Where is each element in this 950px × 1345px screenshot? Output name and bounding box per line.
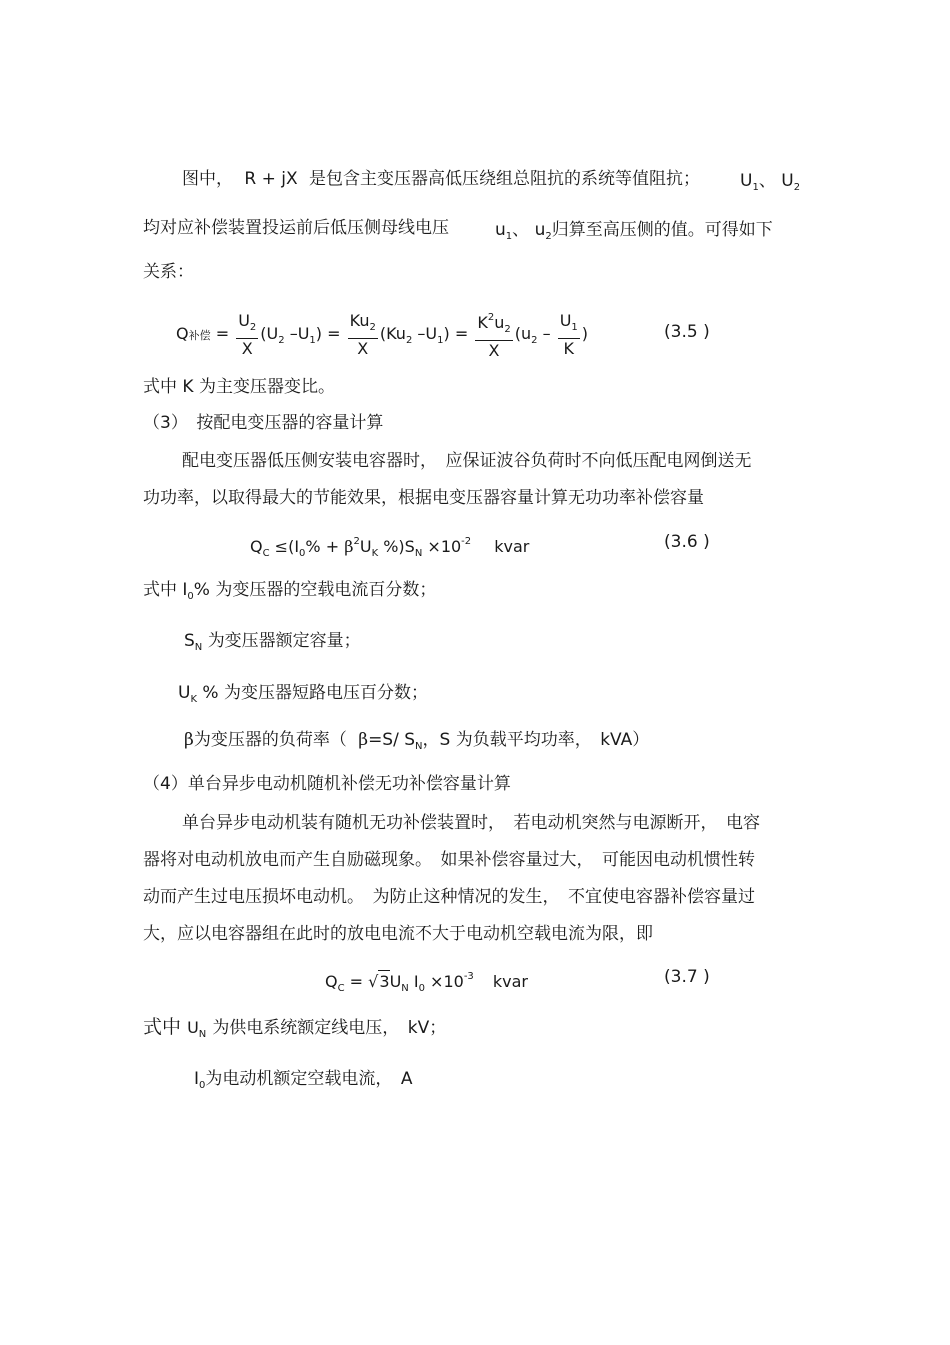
symbol: U (389, 972, 402, 991)
subscript: 1 (752, 182, 759, 193)
paren: ) (581, 324, 589, 343)
denominator: X (488, 341, 500, 360)
subscript: 1 (571, 321, 578, 333)
symbol: K (477, 313, 488, 332)
definition-beta (184, 729, 649, 758)
numerator (348, 311, 378, 339)
subscript: 2 (249, 321, 257, 333)
numerator (475, 308, 512, 341)
text: % 为变压器的空载电流百分数； (193, 580, 437, 600)
paren: (U (260, 324, 279, 343)
subscript: 0 (199, 1080, 206, 1091)
text: S (184, 631, 195, 651)
section-heading-3: （3） 按配电变压器的容量计算 (143, 413, 384, 433)
subscript: 0 (418, 983, 425, 994)
minus: – (542, 324, 551, 343)
denominator: X (357, 338, 369, 358)
symbol: U (187, 1018, 199, 1037)
fraction-ku2-x (348, 311, 378, 359)
subscript: N (401, 983, 409, 994)
paragraph-line-6: 功功率，以取得最大的节能效果，根据电变压器容量计算无功功率补偿容量 (143, 488, 704, 508)
text: 是包含主变压器高低压绕组总阻抗的系统等值阻抗； (309, 169, 701, 189)
text: %)S (383, 537, 415, 556)
section-heading-4: （4）单台异步电动机随机补偿无功补偿容量计算 (143, 774, 511, 794)
equals: = (349, 972, 364, 991)
equation-number-3-6: (3.6 ) (664, 532, 710, 552)
beta-symbol: β (184, 730, 194, 750)
subscript: K (190, 694, 198, 705)
exponent: -3 (463, 971, 474, 982)
text: 式中 (143, 1016, 182, 1038)
numerator (236, 311, 258, 339)
beta-symbol: β (358, 730, 369, 750)
definition-i0-motor (194, 1068, 413, 1097)
u-lower-label (495, 219, 773, 248)
subscript: 2 (369, 321, 376, 333)
symbol-u: U (781, 171, 794, 191)
subscript: 1 (309, 335, 316, 346)
paragraph-line-10: 大，应以电容器组在此时的放电电流不大于电动机空载电流为限，即 (143, 924, 653, 944)
symbol-q: Q (176, 324, 189, 343)
text: 归算至高压侧的值。可得如下 (551, 220, 773, 240)
text: % + (305, 537, 340, 556)
subscript: K (371, 548, 379, 559)
text: 式中 I (143, 580, 188, 600)
minus: –U (289, 324, 310, 343)
paragraph-line-3: 关系： (143, 262, 194, 282)
times-ten: ×10 (427, 537, 462, 556)
equals: = (454, 324, 469, 343)
minus: –U (417, 324, 438, 343)
fraction-u2-x (236, 311, 258, 359)
symbol: I (413, 972, 419, 991)
equation-3-6 (250, 531, 529, 565)
paren: (I (288, 537, 300, 556)
paren: (Ku (379, 324, 406, 343)
equation-3-5 (176, 308, 588, 361)
superscript: 2 (487, 312, 495, 323)
paragraph-line-2 (143, 217, 449, 239)
subscript: 2 (278, 335, 285, 346)
text: % 为变压器短路电压百分数； (202, 683, 428, 703)
text: U (178, 683, 191, 703)
subscript: 1 (505, 231, 513, 242)
subscript: N (198, 1029, 207, 1040)
text: 为变压器额定容量； (207, 631, 361, 651)
subscript: C (262, 548, 270, 559)
separator: 、 (512, 220, 530, 240)
symbol-u: u (495, 220, 506, 240)
symbol: u (494, 313, 505, 332)
text: 为供电系统额定线电压， kV； (212, 1018, 447, 1038)
text: 为变压器的负荷率（ (193, 730, 347, 750)
equals: = (327, 324, 341, 343)
text: 图中， (182, 169, 233, 189)
text: 均对应补偿装置投运前后低压侧母线电压 (143, 218, 449, 238)
unit: kvar (492, 972, 529, 991)
symbol: U (359, 537, 372, 556)
text: I (194, 1069, 200, 1089)
exponent: -2 (461, 536, 472, 547)
fraction-k2u2-x (475, 308, 512, 361)
subscript: 0 (299, 548, 306, 559)
definition-i0 (143, 579, 436, 608)
subscript: 补偿 (188, 329, 211, 342)
symbol-u: u (534, 220, 546, 240)
subscript: N (194, 642, 203, 653)
subscript: 2 (504, 324, 511, 335)
subscript: 2 (405, 335, 413, 346)
separator: 、 (758, 171, 776, 191)
paragraph-line-9: 动而产生过电压损坏电动机。 为防止这种情况的发生， 不宜使电容器补偿容量过 (143, 887, 755, 907)
equals: = (215, 324, 230, 343)
subscript: N (415, 741, 423, 752)
paren: ) (443, 324, 450, 343)
symbol-q: Q (250, 537, 263, 556)
paren: ) (315, 324, 323, 343)
paren: (u (514, 324, 532, 343)
denominator: X (241, 338, 253, 358)
sqrt-symbol: √ (368, 972, 379, 991)
unit: kvar (494, 537, 530, 556)
symbol: Ku (349, 310, 370, 330)
subscript: 0 (187, 591, 194, 602)
text: ，S 为负载平均功率， kVA） (422, 730, 650, 750)
subscript: 1 (437, 335, 444, 346)
symbol-u: U (740, 171, 753, 191)
beta-symbol: β (344, 537, 354, 556)
equation-3-7 (325, 966, 528, 1000)
times-ten: ×10 (430, 972, 464, 991)
subscript: 2 (793, 182, 801, 193)
less-equal: ≤ (274, 537, 289, 556)
definition-sn (184, 630, 361, 659)
text: 为电动机额定空载电流， A (205, 1069, 413, 1089)
definition-un (143, 1016, 446, 1046)
equation-number-3-5: (3.5 ) (664, 322, 710, 342)
u1-u2-label (740, 170, 800, 199)
symbol: U (559, 310, 572, 330)
numerator (558, 311, 580, 339)
equation-number-3-7: (3.7 ) (664, 967, 710, 987)
symbol-q: Q (325, 972, 338, 991)
superscript: 2 (353, 536, 360, 547)
paragraph-intro (182, 168, 700, 190)
paragraph-line-4: 式中 K 为主变压器变比。 (143, 377, 335, 397)
subscript: 2 (545, 231, 552, 242)
subscript: N (414, 548, 423, 559)
paragraph-line-8: 器将对电动机放电而产生自励磁现象。 如果补偿容量过大， 可能因电动机惯性转 (143, 850, 755, 870)
definition-uk (178, 682, 428, 711)
subscript: 2 (531, 335, 538, 346)
subscript: C (337, 983, 345, 994)
text: =S/ S (368, 730, 416, 750)
symbol: U (238, 310, 250, 330)
fraction-u1-k (558, 311, 580, 359)
radicand: 3 (379, 972, 390, 991)
denominator: K (563, 338, 574, 358)
paragraph-line-7: 单台异步电动机装有随机无功补偿装置时， 若电动机突然与电源断开， 电容 (182, 813, 760, 833)
formula-rjx: R + jX (244, 169, 298, 189)
paragraph-line-5: 配电变压器低压侧安装电容器时， 应保证波谷负荷时不向低压配电网倒送无 (182, 451, 752, 471)
